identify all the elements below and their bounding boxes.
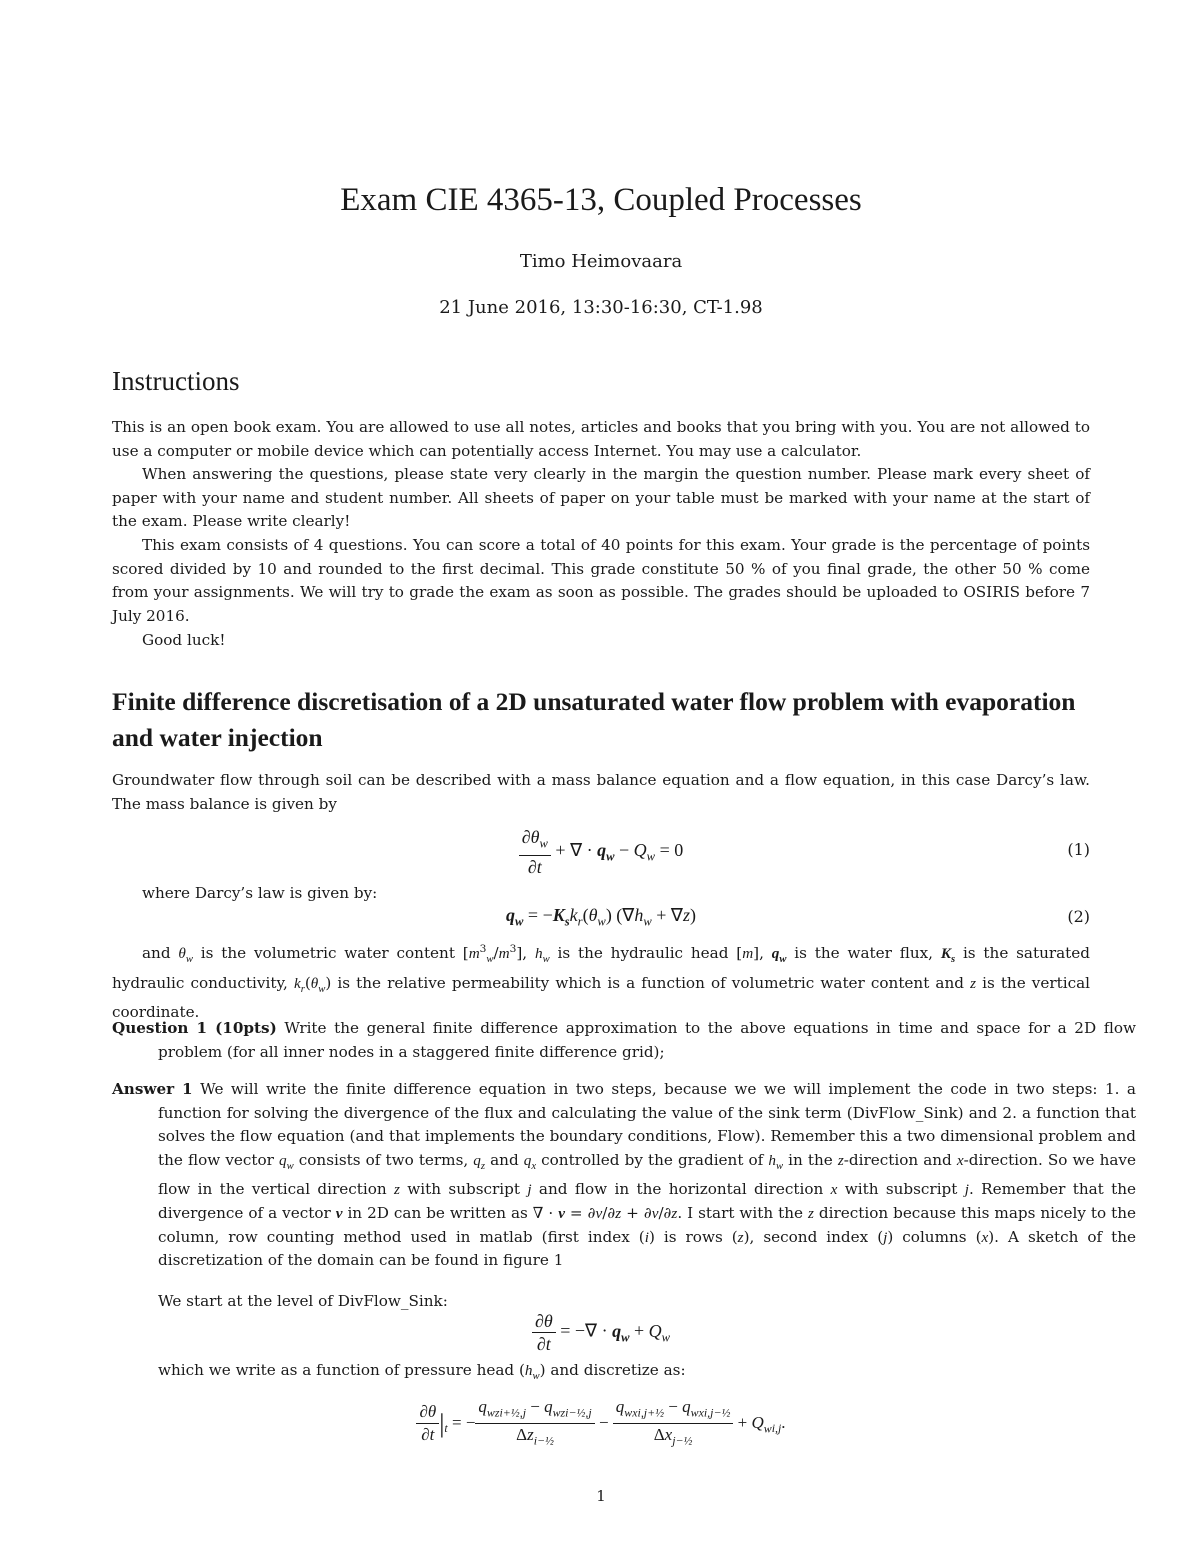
instructions-paragraph-2: When answering the questions, please state very clearly in the margin the question number. Please mark every sheet of paper with your name and student number. All sheets of paper on your table must be marked with your name at the start of the exam. Please write clearly! — [112, 465, 1090, 531]
equation-1 — [112, 826, 1090, 876]
mass-balance-equation: $\frac{\partial\theta_w}{\partial t}$ + ∇ · $q_w - Q_w = 0$ — [112, 826, 1090, 878]
section-intro: Groundwater flow through soil can be described with a mass balance equation and a flow equation, in this case Darcy’s law. The mass balance is given by — [112, 771, 1090, 813]
dtheta-dt-at-t: $\frac{\partial\theta}{\partial t}$ — [416, 1401, 439, 1446]
z-flux-difference: $\frac{q_{wzi+\frac{1}{2},j} - q_{wzi-\frac{1}{2},j}}{\Delta z_{i-\frac{1}{2}}}$ — [475, 1396, 594, 1452]
dtheta-dt-fraction: $\frac{\partial\theta}{\partial t}$ — [532, 1310, 556, 1355]
instructions-paragraph-1: This is an open book exam. You are allowed to use all notes, articles and books that you bring with you. You are not allowed to use a computer or mobile device which can potentially access Internet. You may use a calculator. — [112, 418, 1090, 460]
equation-2-number: (2) — [1067, 907, 1090, 926]
definitions-start: and — [142, 944, 171, 963]
question-1-label: Question 1 (10pts) — [112, 1019, 277, 1037]
variable-definitions: and $\theta_w$ is the volumetric water content $[m^3_w/m^3]$, $h_w$ is the hydraulic head [m], $q_w$ is the water flux, $K_s$ is the saturated hydraulic conductivity, $k_r(\theta_w)$ is the relative permeability which is a function of volumetric water content and z is the vertical coordinate. — [112, 942, 1091, 1022]
instructions-paragraph-3: This exam consists of 4 questions. You can score a total of 40 points for this exam. Your grade is the percentage of points scored divided by 10 and rounded to the first decimal. This grade constitute 50 % of you final grade, the other 50 % come from your assignments. We will try to grade the exam as soon as possible. The grades should be uploaded to OSIRIS before 7 July 2016. — [112, 536, 1090, 625]
pressure-head-intro: which we write as a function of pressure head — [158, 1361, 515, 1379]
pressure-head-text: which we write as a function of pressure head $(h_w)$ and discretize as: — [158, 1361, 686, 1383]
divflow-equation: $\frac{\partial\theta}{\partial t}$ = −∇ · $q_w + Q_w$ — [112, 1310, 1090, 1362]
darcy-equation: $q_w = -K_sk_r(\theta_w) (\nabla h_w + \nabla z)$ — [506, 905, 696, 929]
question-1-text: Write the general finite difference approximation to the above equations in time and space for a 2D flow problem (for all inner nodes in a staggered finite difference grid); — [158, 1019, 1137, 1061]
question-1 — [112, 1017, 1136, 1064]
section-heading: Finite difference discretisation of a 2D unsaturated water flow problem with evaporation and water injection — [112, 687, 1076, 752]
equation-1-number: (1) — [1067, 840, 1090, 859]
start-level-text: We start at the level of DivFlow_Sink: — [158, 1292, 448, 1310]
exam-date: 21 June 2016, 13:30-16:30, CT-1.98 — [439, 297, 763, 318]
document-title: Exam CIE 4365-13, Coupled Processes — [340, 182, 862, 218]
time-derivative-fraction: $\frac{\partial\theta_w}{\partial t}$ — [519, 826, 551, 878]
author: Timo Heimovaara — [519, 251, 683, 272]
instructions-paragraph-4: Good luck! — [142, 631, 226, 649]
discretized-equation: $\frac{\partial\theta}{\partial t}$ $|_t$ = − $\frac{q_{wzi+\frac{1}{2},j} - q_{wzi-\frac{1}{2},j}}{\Delta z_{i-\frac{1}{2}}}$ − $\frac{q_{wxi,j+\frac{1}{2}} - q_{wxi,j-\frac{1}{2}}}{\Delta x_{j-\frac{1}{2}}}$ + $Q_{wi,j}$. — [112, 1396, 1090, 1456]
x-flux-difference: $\frac{q_{wxi,j+\frac{1}{2}} - q_{wxi,j-\frac{1}{2}}}{\Delta x_{j-\frac{1}{2}}}$ — [613, 1396, 734, 1452]
answer-1-label: Answer 1 — [112, 1080, 193, 1098]
instructions-heading: Instructions — [112, 366, 240, 396]
page-number: 1 — [596, 1487, 606, 1505]
answer-1: Answer 1 We will write the finite difference equation in two steps, because we we will implement the code in two steps: 1. a function for solving the divergence of the flux and calculating the value of the sink term (DivFlow_Sink) and 2. a function that solves the flow equation (and that implements the boundary conditions, Flow). Remember this a two dimensional problem and the flow vector $q_w$ consists of two terms, $q_z$ and $q_x$ controlled by the gradient of $h_w$ in the z-direction and x-direction. So we have flow in the vertical direction z with subscript j and flow in the horizontal direction x with subscript j. Remember that the divergence of a vector v in 2D can be written as ∇ · v = ∂v/∂z + ∂v/∂z. I start with the z direction because this maps nicely to the column, row counting method used in matlab (first index (i) is rows (z), second index (j) columns (x). A sketch of the discretization of the domain can be found in figure 1 — [112, 1080, 1137, 1270]
darcy-intro: where Darcy’s law is given by: — [142, 884, 378, 902]
